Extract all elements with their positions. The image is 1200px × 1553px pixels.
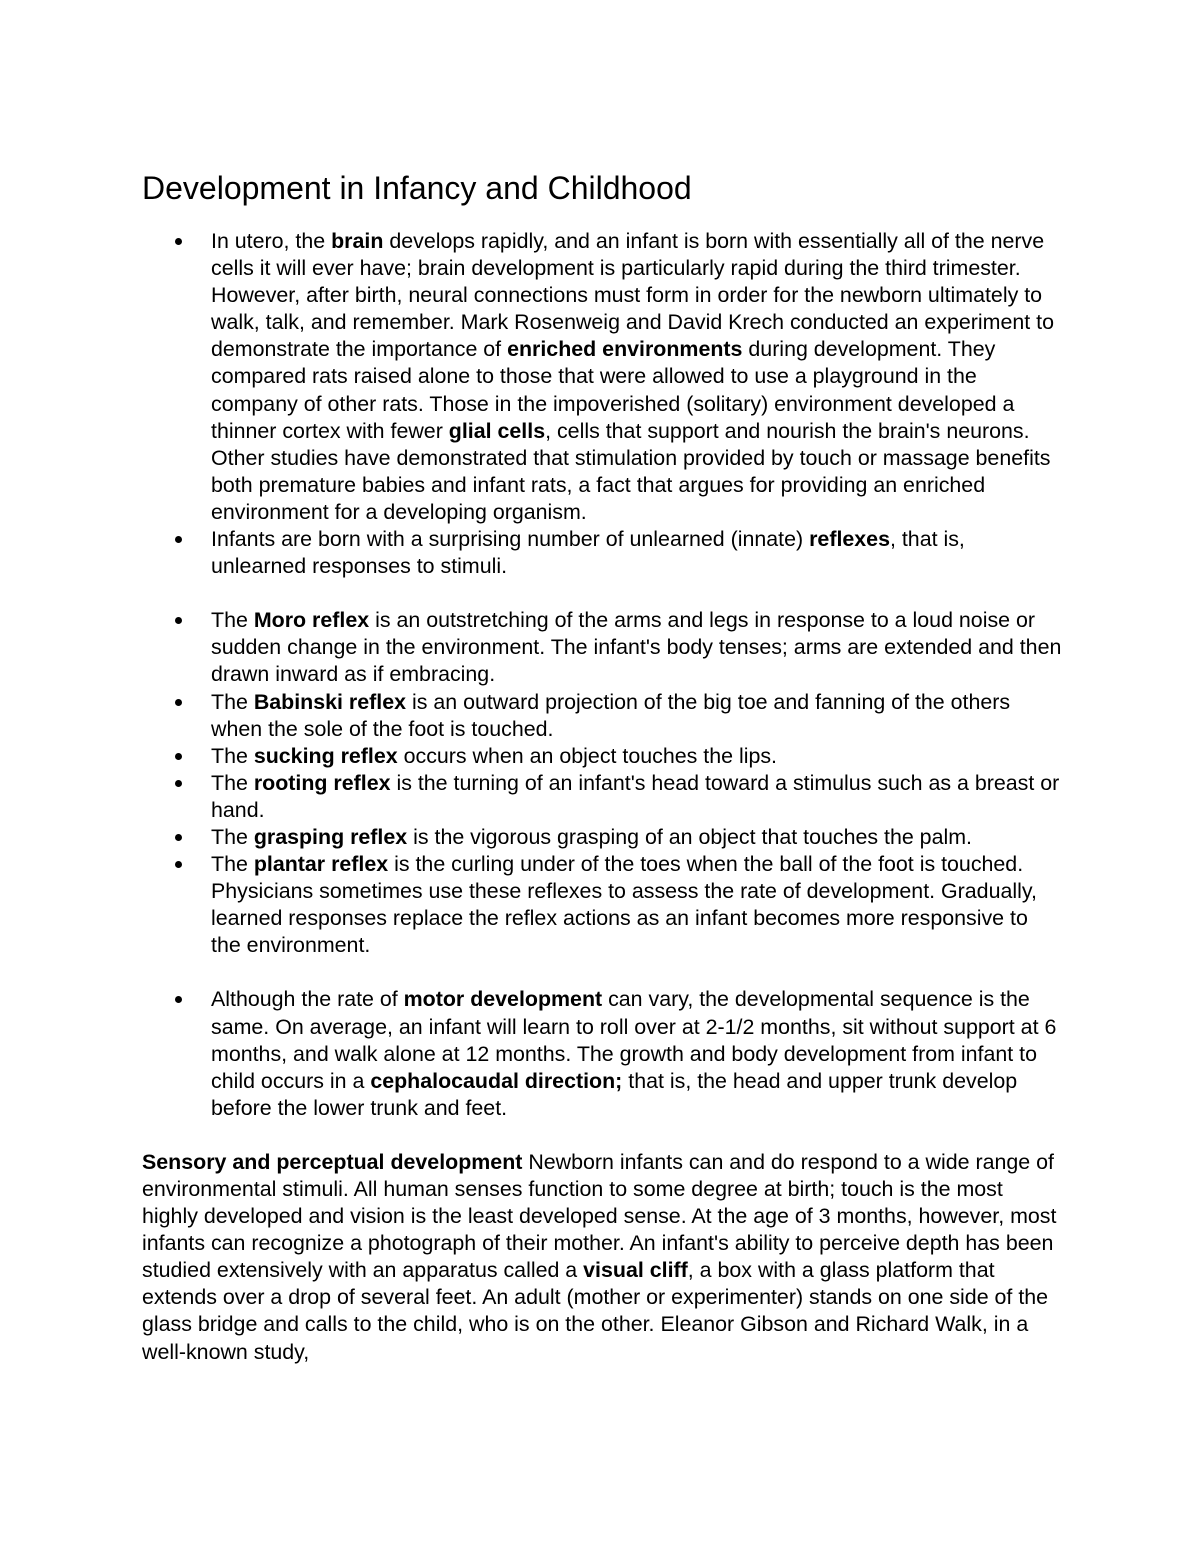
list-item bbox=[142, 607, 1062, 688]
list-item bbox=[142, 228, 1062, 526]
bold-term: Sensory and perceptual development bbox=[142, 1149, 523, 1174]
text-run: that is, the head and upper trunk develop before the lower trunk and feet. bbox=[211, 1068, 1018, 1120]
bold-term: sucking reflex bbox=[253, 743, 398, 768]
list-item bbox=[142, 743, 1062, 770]
bold-term: grasping reflex bbox=[253, 824, 408, 849]
text-run: The bbox=[211, 770, 254, 795]
bold-term: motor development bbox=[403, 987, 603, 1012]
text-run: , a box with a glass platform that extends over a drop of several feet. An adult (mother or experimenter) stands on one side of the glass bridge and calls to the child, who is on the other. Eleanor Gibson and Richard Walk, in a well-known study, bbox=[142, 1258, 1049, 1364]
bold-term: glial cells bbox=[448, 418, 546, 443]
bold-term: enriched environments bbox=[507, 337, 743, 362]
list-item bbox=[142, 689, 1062, 743]
bold-term: Babinski reflex bbox=[253, 689, 406, 714]
list-item bbox=[142, 851, 1062, 959]
bold-term: cephalocaudal direction; bbox=[370, 1068, 623, 1093]
text-run: The bbox=[211, 852, 254, 877]
text-run: is the vigorous grasping of an object that touches the palm. bbox=[407, 824, 972, 849]
bold-term: reflexes bbox=[809, 527, 890, 552]
text-run: In utero, the bbox=[211, 229, 332, 253]
list-item bbox=[142, 526, 1062, 580]
text-run: Newborn infants can and do respond to a wide range of environmental stimuli. All human senses function to some degree at birth; touch is the most highly developed and vision is the least developed sense. At the age of 3 months, however, most infants can recognize a photograph of their mother. An infant's ability to perceive depth has been studied extensively with an apparatus called a bbox=[142, 1149, 1057, 1283]
text-run: , cells that support and nourish the brain's neurons. Other studies have demonstrated that stimulation provided by touch or massage benefits both premature babies and infant rats, a fact that argues for providing an enriched environment for a developing organism. bbox=[211, 418, 1051, 524]
bullet-list-intro bbox=[142, 228, 1062, 580]
bold-term: rooting reflex bbox=[253, 770, 391, 795]
page-title: Development in Infancy and Childhood bbox=[142, 170, 692, 206]
text-run: develops rapidly, and an infant is born with essentially all of the nerve cells it will ever have; brain development is particularly rapid during the third trimester. However, after birth, neural connections must form in order for the newborn ultimately to walk, talk, and remember. Mark Rosenweig and David Krech conducted an experiment to demonstrate the importance of bbox=[211, 229, 1054, 362]
text-run: is an outstretching of the arms and legs in response to a loud noise or sudden change in the environment. The infant's body tenses; arms are extended and then drawn inward as if embracing. bbox=[211, 608, 1062, 687]
bold-term: brain bbox=[331, 229, 384, 253]
document-page bbox=[142, 168, 1062, 1366]
spacer bbox=[142, 1122, 1062, 1149]
text-run: , that is, unlearned responses to stimuli. bbox=[211, 527, 965, 579]
spacer bbox=[142, 959, 1062, 986]
sensory-paragraph bbox=[142, 1149, 1062, 1366]
text-run: is the turning of an infant's head toward a stimulus such as a breast or hand. bbox=[211, 770, 1060, 822]
list-item bbox=[142, 986, 1062, 1121]
text-run: The bbox=[211, 743, 254, 768]
bold-term: Moro reflex bbox=[253, 608, 370, 633]
text-run: The bbox=[211, 608, 254, 633]
text-run: can vary, the developmental sequence is the same. On average, an infant will learn to roll over at 2-1/2 months, sit without support at 6 months, and walk alone at 12 months. The growth and body development from infant to child occurs in a bbox=[211, 987, 1057, 1093]
text-run: during development. They compared rats raised alone to those that were allowed to use a playground in the company of other rats. Those in the impoverished (solitary) environment developed a thinner cortex with fewer bbox=[211, 337, 1015, 443]
text-run: Infants are born with a surprising number of unlearned (innate) bbox=[211, 527, 810, 552]
bold-term: visual cliff bbox=[583, 1258, 688, 1283]
text-run: Although the rate of bbox=[211, 987, 404, 1012]
text-run: occurs when an object touches the lips. bbox=[397, 743, 777, 768]
text-run: The bbox=[211, 689, 254, 714]
list-item bbox=[142, 770, 1062, 824]
text-run: The bbox=[211, 824, 254, 849]
bold-term: plantar reflex bbox=[253, 852, 389, 877]
spacer bbox=[142, 580, 1062, 607]
text-run: is an outward projection of the big toe and fanning of the others when the sole of the foot is touched. bbox=[211, 689, 1011, 741]
list-item bbox=[142, 824, 1062, 851]
bullet-list-motor bbox=[142, 986, 1062, 1121]
bullet-list-reflexes bbox=[142, 607, 1062, 959]
text-run: is the curling under of the toes when the ball of the foot is touched. Physicians sometimes use these reflexes to assess the rate of development. Gradually, learned responses replace the reflex actions as an infant becomes more responsive to the environment. bbox=[211, 852, 1037, 958]
